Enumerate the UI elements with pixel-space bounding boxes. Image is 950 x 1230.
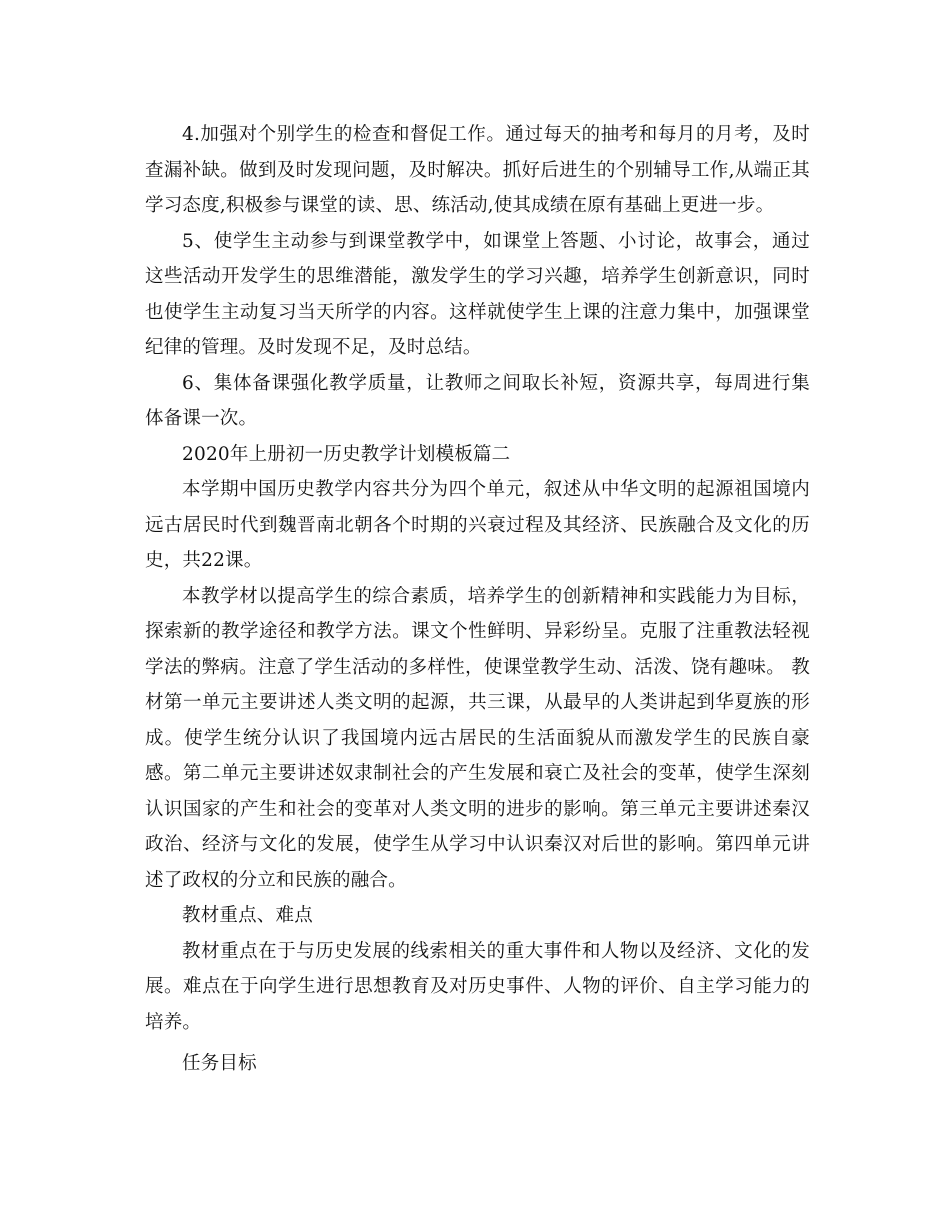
paragraph-textbook-description: 本教学材以提高学生的综合素质，培养学生的创新精神和实践能力为目标，探索新的教学途径和教学方法。课文个性鲜明、异彩纷呈。克服了注重教法轻视学法的弊病。注意了学生活动的多样性，使课堂教学生动、活泼、饶有趣味。 教材第一单元主要讲述人类文明的起源，共三课，从最早的人类讲起到华夏族的形成。使学生统分认识了我国境内远古居民的生活面貌从而激发学生的民族自豪感。第二单元主要讲述奴隶制社会的产生发展和衰亡及社会的变革，使学生深刻认识国家的产生和社会的变革对人类文明的进步的影响。第三单元主要讲述秦汉政治、经济与文化的发展，使学生从学习中认识秦汉对后世的影响。第四单元讲述了政权的分立和民族的融合。 [145, 585, 810, 891]
document-page [145, 117, 810, 1082]
paragraph-key-points: 教材重点在于与历史发展的线索相关的重大事件和人物以及经济、文化的发展。难点在于向学生进行思想教育及对历史事件、人物的评价、自主学习能力的培养。 [145, 940, 810, 1033]
paragraph-item-5: 5、使学生主动参与到课堂教学中，如课堂上答题、小讨论，故事会，通过这些活动开发学生的思维潜能，激发学生的学习兴趣，培养学生创新意识，同时也使学生主动复习当天所学的内容。这样就使学生上课的注意力集中，加强课堂纪律的管理。及时发现不足，及时总结。 [145, 230, 810, 358]
goals-heading: 任务目标 [182, 1053, 257, 1074]
paragraph-item-4: 4.加强对个别学生的检查和督促工作。通过每天的抽考和每月的月考，及时查漏补缺。做到及时发现问题，及时解决。抓好后进生的个别辅导工作,从端正其学习态度,积极参与课堂的读、思、练活动,使其成绩在原有基础上更进一步。 [145, 124, 810, 216]
section-heading: 2020年上册初一历史教学计划模板篇二 [182, 443, 511, 465]
paragraph-intro: 本学期中国历史教学内容共分为四个单元，叙述从中华文明的起源祖国境内远古居民时代到魏晋南北朝各个时期的兴衰过程及其经济、民族融合及文化的历史，共22课。 [145, 479, 810, 571]
paragraph-item-6: 6、集体备课强化教学质量，让教师之间取长补短，资源共享，每周进行集体备课一次。 [145, 372, 810, 429]
key-points-heading: 教材重点、难点 [182, 905, 313, 926]
